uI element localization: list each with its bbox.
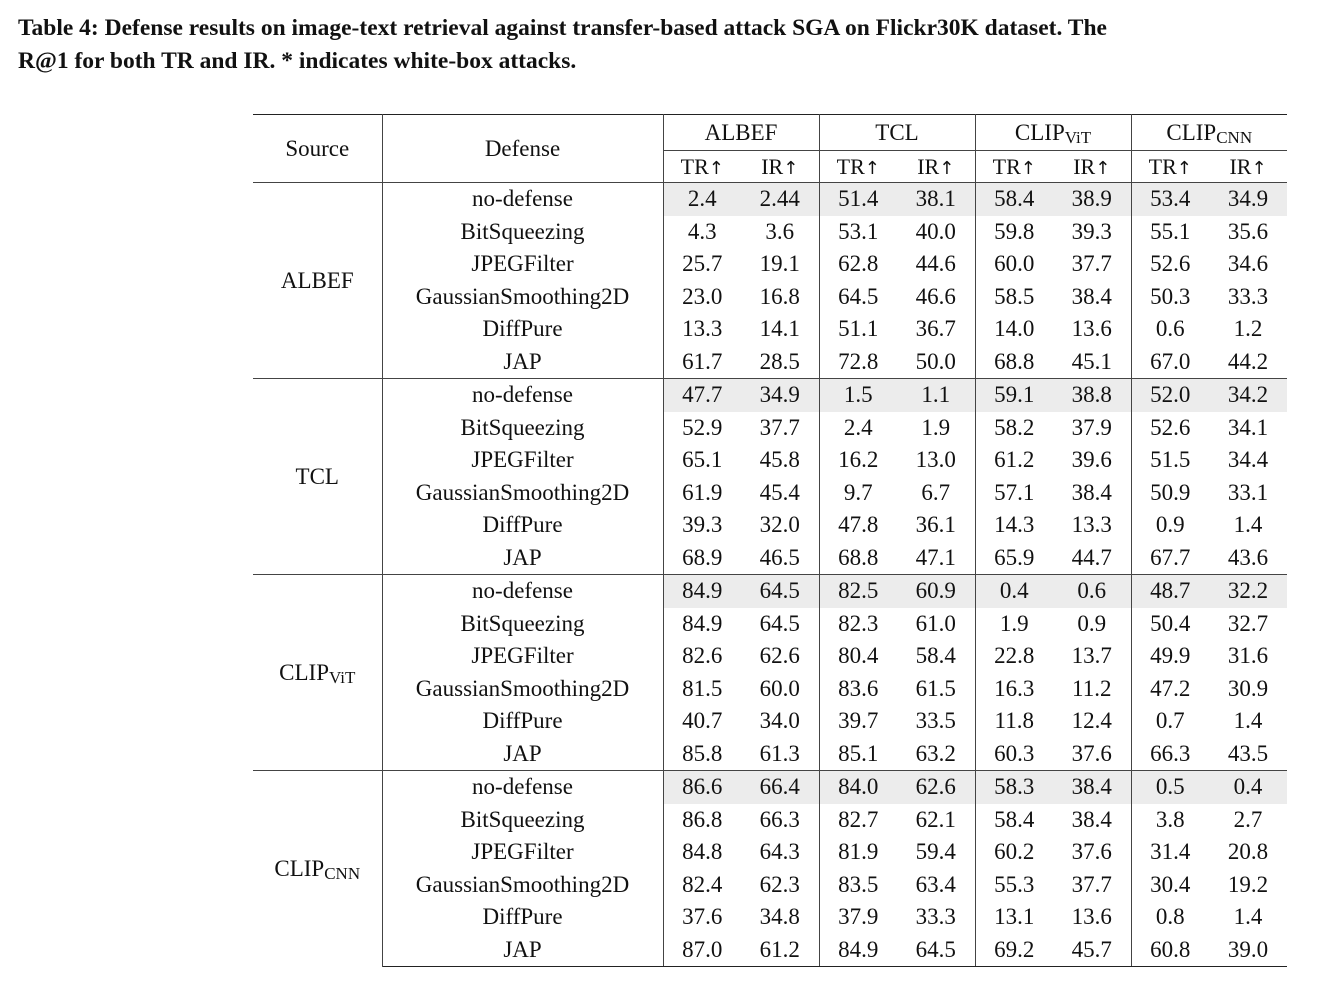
value-cell: 64.3	[741, 836, 819, 869]
value-cell: 35.6	[1227, 218, 1269, 244]
value-cell: 62.6	[741, 640, 819, 673]
up-arrow-icon: ↑	[1176, 157, 1192, 179]
value-cell: 64.5	[838, 283, 879, 309]
defense-name: no-defense	[382, 183, 663, 216]
value-cell: 84.9	[663, 575, 741, 608]
value-cell: 84.9	[682, 610, 723, 636]
source-block	[253, 379, 1287, 575]
value-cell: 82.7	[838, 806, 879, 832]
value-cell: 81.9	[838, 839, 879, 865]
value-cell: 60.0	[994, 251, 1035, 277]
value-cell: 60.0	[741, 673, 819, 706]
value-cell: 39.3	[682, 512, 723, 538]
value-cell: 0.4	[975, 575, 1053, 608]
value-cell: 19.2	[1227, 871, 1269, 897]
value-cell: 34.9	[1209, 183, 1287, 216]
value-cell: 86.6	[663, 771, 741, 804]
value-cell: 2.7	[1233, 806, 1263, 832]
header-source: Source	[253, 115, 382, 183]
header-group-tcl: TCL	[819, 115, 975, 151]
source-cell: ALBEF	[253, 183, 382, 379]
value-cell: 47.7	[663, 379, 741, 412]
value-cell: 1.4	[1233, 708, 1263, 734]
value-cell: 47.8	[838, 512, 879, 538]
value-cell: 39.3	[1053, 216, 1131, 249]
defense-name: no-defense	[382, 379, 663, 412]
value-cell: 51.4	[819, 183, 897, 216]
value-cell: 37.7	[1053, 248, 1131, 281]
value-cell: 37.7	[741, 412, 819, 445]
value-cell: 62.1	[897, 804, 975, 837]
value-cell: 32.0	[741, 509, 819, 542]
value-cell: 72.8	[838, 348, 879, 374]
value-cell: 14.0	[994, 316, 1035, 342]
defense-name: GaussianSmoothing2D	[382, 281, 663, 314]
value-cell: 84.0	[819, 771, 897, 804]
table-row	[253, 608, 1287, 641]
value-cell: 68.8	[994, 348, 1035, 374]
value-cell: 11.2	[1053, 673, 1131, 706]
value-cell: 38.1	[897, 183, 975, 216]
header-group-albef: ALBEF	[663, 115, 819, 151]
value-cell: 13.3	[682, 316, 723, 342]
table-row	[253, 771, 1287, 804]
value-cell: 0.6	[1155, 316, 1185, 342]
value-cell: 37.9	[1053, 412, 1131, 445]
value-cell: 0.9	[1155, 512, 1185, 538]
up-arrow-icon: ↑	[939, 157, 955, 179]
value-cell: 48.7	[1131, 575, 1209, 608]
value-cell: 59.4	[897, 836, 975, 869]
value-cell: 37.6	[1053, 738, 1131, 771]
value-cell: 38.4	[1053, 771, 1131, 804]
value-cell: 37.6	[682, 904, 723, 930]
value-cell: 32.2	[1209, 575, 1287, 608]
value-cell: 13.6	[1053, 901, 1131, 934]
table-row	[253, 673, 1287, 706]
value-cell: 60.9	[897, 575, 975, 608]
defense-name: GaussianSmoothing2D	[382, 673, 663, 706]
value-cell: 60.2	[994, 839, 1035, 865]
defense-name: no-defense	[382, 575, 663, 608]
table-caption	[18, 12, 1319, 78]
value-cell: 45.4	[741, 477, 819, 510]
value-cell: 58.5	[994, 283, 1035, 309]
defense-name: JAP	[382, 738, 663, 771]
value-cell: 0.7	[1155, 708, 1185, 734]
value-cell: 61.9	[682, 479, 723, 505]
value-cell: 82.5	[819, 575, 897, 608]
value-cell: 53.4	[1131, 183, 1209, 216]
value-cell: 52.0	[1131, 379, 1209, 412]
value-cell: 1.9	[897, 412, 975, 445]
value-cell: 0.5	[1131, 771, 1209, 804]
value-cell: 2.4	[663, 183, 741, 216]
value-cell: 20.8	[1227, 839, 1269, 865]
defense-name: JAP	[382, 934, 663, 967]
value-cell: 16.8	[741, 281, 819, 314]
value-cell: 62.8	[838, 251, 879, 277]
value-cell: 36.1	[897, 509, 975, 542]
value-cell: 87.0	[663, 934, 741, 967]
value-cell: 47.2	[1150, 675, 1191, 701]
value-cell: 0.4	[1209, 771, 1287, 804]
up-arrow-icon: ↑	[1020, 157, 1036, 179]
value-cell: 65.9	[994, 544, 1035, 570]
value-cell: 84.9	[819, 934, 897, 967]
defense-name: JPEGFilter	[382, 248, 663, 281]
up-arrow-icon: ↑	[864, 157, 880, 179]
source-cell: $CLIP_{ViT}$	[253, 575, 382, 771]
value-cell: 59.1	[975, 379, 1053, 412]
value-cell: 3.8	[1155, 806, 1185, 832]
value-cell: 3.6	[741, 216, 819, 249]
value-cell: 34.8	[741, 901, 819, 934]
value-cell: 4.3	[687, 218, 717, 244]
value-cell: 46.5	[741, 542, 819, 575]
value-cell: 32.7	[1227, 610, 1269, 636]
value-cell: 28.5	[741, 346, 819, 379]
header-group-clip-cnn: $CLIP_{CNN}$	[1131, 115, 1287, 151]
source-block	[253, 183, 1287, 379]
table-row	[253, 640, 1287, 673]
value-cell: 16.2	[838, 447, 879, 473]
value-cell: 62.6	[897, 771, 975, 804]
defense-name: BitSqueezing	[382, 412, 663, 445]
value-cell: 85.1	[838, 740, 879, 766]
value-cell: 62.3	[741, 869, 819, 902]
value-cell: 83.6	[838, 675, 879, 701]
table-row	[253, 901, 1287, 934]
value-cell: 40.0	[897, 216, 975, 249]
value-cell: 13.0	[897, 444, 975, 477]
header-group-clip-vit: $CLIP_{ViT}$	[975, 115, 1131, 151]
table-row	[253, 412, 1287, 445]
value-cell: 81.5	[682, 675, 723, 701]
value-cell: 52.6	[1150, 414, 1191, 440]
value-cell: 22.8	[994, 643, 1035, 669]
value-cell: 86.8	[682, 806, 723, 832]
value-cell: 37.9	[838, 904, 879, 930]
defense-name: no-defense	[382, 771, 663, 804]
value-cell: 61.3	[741, 738, 819, 771]
value-cell: 39.0	[1209, 934, 1287, 967]
value-cell: 45.7	[1053, 934, 1131, 967]
value-cell: 46.6	[897, 281, 975, 314]
value-cell: 40.7	[682, 708, 723, 734]
table-row	[253, 934, 1287, 967]
value-cell: 58.4	[897, 640, 975, 673]
value-cell: 30.9	[1227, 675, 1269, 701]
value-cell: 61.2	[994, 447, 1035, 473]
up-arrow-icon: ↑	[708, 157, 724, 179]
value-cell: 36.7	[897, 313, 975, 346]
value-cell: 65.1	[682, 447, 723, 473]
value-cell: 61.5	[897, 673, 975, 706]
value-cell: 1.4	[1233, 512, 1263, 538]
value-cell: 51.5	[1150, 447, 1191, 473]
table-row	[253, 281, 1287, 314]
value-cell: 43.6	[1227, 544, 1269, 570]
value-cell: 31.6	[1227, 643, 1269, 669]
value-cell: 33.3	[1227, 283, 1269, 309]
value-cell: 11.8	[994, 708, 1034, 734]
value-cell: 37.7	[1053, 869, 1131, 902]
value-cell: 1.9	[999, 610, 1029, 636]
value-cell: 31.4	[1150, 839, 1191, 865]
value-cell: 68.8	[838, 544, 879, 570]
value-cell: 61.2	[741, 934, 819, 967]
value-cell: 23.0	[682, 283, 723, 309]
value-cell: 9.7	[843, 479, 873, 505]
header-metric-tr: TR↑	[975, 151, 1053, 183]
value-cell: 60.8	[1131, 934, 1209, 967]
value-cell: 55.1	[1150, 218, 1191, 244]
value-cell: 13.7	[1053, 640, 1131, 673]
value-cell: 63.4	[897, 869, 975, 902]
value-cell: 38.4	[1053, 281, 1131, 314]
value-cell: 38.4	[1053, 804, 1131, 837]
caption-line-1: Table 4: Defense results on image-text retrieval against transfer-based attack SGA on Flickr30K dataset. The	[18, 15, 1107, 41]
defense-name: JPEGFilter	[382, 444, 663, 477]
defense-name: DiffPure	[382, 705, 663, 738]
value-cell: 58.3	[975, 771, 1053, 804]
header-metric-ir: IR↑	[1209, 151, 1287, 183]
value-cell: 13.3	[1053, 509, 1131, 542]
table-row	[253, 509, 1287, 542]
value-cell: 52.6	[1150, 251, 1191, 277]
value-cell: 69.2	[975, 934, 1053, 967]
defense-name: JPEGFilter	[382, 640, 663, 673]
value-cell: 82.6	[682, 643, 723, 669]
value-cell: 50.4	[1150, 610, 1191, 636]
value-cell: 2.4	[843, 414, 873, 440]
value-cell: 59.8	[994, 218, 1035, 244]
value-cell: 53.1	[838, 218, 879, 244]
value-cell: 13.1	[994, 904, 1035, 930]
value-cell: 1.4	[1233, 904, 1263, 930]
value-cell: 0.8	[1155, 904, 1185, 930]
defense-name: DiffPure	[382, 313, 663, 346]
value-cell: 82.3	[838, 610, 879, 636]
value-cell: 38.8	[1053, 379, 1131, 412]
table-row	[253, 836, 1287, 869]
value-cell: 47.1	[897, 542, 975, 575]
value-cell: 66.3	[1150, 740, 1191, 766]
value-cell: 34.0	[741, 705, 819, 738]
up-arrow-icon: ↑	[783, 157, 799, 179]
up-arrow-icon: ↑	[1095, 157, 1111, 179]
value-cell: 34.2	[1209, 379, 1287, 412]
value-cell: 1.5	[819, 379, 897, 412]
value-cell: 14.1	[741, 313, 819, 346]
value-cell: 6.7	[897, 477, 975, 510]
value-cell: 19.1	[741, 248, 819, 281]
value-cell: 37.6	[1053, 836, 1131, 869]
table-row	[253, 216, 1287, 249]
value-cell: 64.5	[741, 608, 819, 641]
value-cell: 50.9	[1150, 479, 1191, 505]
defense-name: JAP	[382, 542, 663, 575]
table-row	[253, 542, 1287, 575]
value-cell: 33.1	[1227, 479, 1269, 505]
value-cell: 58.2	[994, 414, 1035, 440]
value-cell: 16.3	[994, 675, 1035, 701]
value-cell: 34.6	[1227, 251, 1269, 277]
results-table	[253, 114, 1287, 967]
value-cell: 38.4	[1053, 477, 1131, 510]
value-cell: 34.4	[1227, 447, 1269, 473]
value-cell: 68.9	[682, 544, 723, 570]
value-cell: 55.3	[994, 871, 1035, 897]
defense-name: BitSqueezing	[382, 216, 663, 249]
value-cell: 80.4	[838, 643, 879, 669]
table-row	[253, 444, 1287, 477]
source-block	[253, 771, 1287, 967]
table-row	[253, 477, 1287, 510]
defense-name: GaussianSmoothing2D	[382, 869, 663, 902]
value-cell: 50.0	[897, 346, 975, 379]
value-cell: 12.4	[1053, 705, 1131, 738]
value-cell: 83.5	[838, 871, 879, 897]
header-metric-tr: TR↑	[663, 151, 741, 183]
value-cell: 49.9	[1150, 643, 1191, 669]
value-cell: 63.2	[897, 738, 975, 771]
value-cell: 30.4	[1150, 871, 1191, 897]
value-cell: 66.3	[741, 804, 819, 837]
defense-name: JAP	[382, 346, 663, 379]
header-metric-tr: TR↑	[819, 151, 897, 183]
defense-name: DiffPure	[382, 901, 663, 934]
value-cell: 14.3	[994, 512, 1035, 538]
table-row	[253, 346, 1287, 379]
value-cell: 60.3	[994, 740, 1035, 766]
value-cell: 44.2	[1227, 348, 1269, 374]
value-cell: 61.0	[897, 608, 975, 641]
value-cell: 39.6	[1053, 444, 1131, 477]
defense-name: BitSqueezing	[382, 804, 663, 837]
value-cell: 45.8	[741, 444, 819, 477]
caption-line-2: R@1 for both TR and IR. * indicates white-box attacks.	[18, 48, 577, 74]
value-cell: 67.7	[1150, 544, 1191, 570]
defense-name: BitSqueezing	[382, 608, 663, 641]
table-row	[253, 804, 1287, 837]
value-cell: 85.8	[682, 740, 723, 766]
value-cell: 1.2	[1233, 316, 1263, 342]
header-metric-tr: TR↑	[1131, 151, 1209, 183]
source-block	[253, 575, 1287, 771]
value-cell: 44.7	[1053, 542, 1131, 575]
defense-name: JPEGFilter	[382, 836, 663, 869]
value-cell: 1.1	[897, 379, 975, 412]
table-row	[253, 248, 1287, 281]
value-cell: 58.4	[975, 183, 1053, 216]
value-cell: 67.0	[1150, 348, 1191, 374]
value-cell: 52.9	[682, 414, 723, 440]
header-defense: Defense	[382, 115, 663, 183]
value-cell: 0.6	[1053, 575, 1131, 608]
defense-name: DiffPure	[382, 509, 663, 542]
value-cell: 51.1	[838, 316, 879, 342]
value-cell: 34.1	[1227, 414, 1269, 440]
value-cell: 2.44	[741, 183, 819, 216]
value-cell: 0.9	[1053, 608, 1131, 641]
value-cell: 64.5	[897, 934, 975, 967]
table-row	[253, 575, 1287, 608]
value-cell: 64.5	[741, 575, 819, 608]
value-cell: 58.4	[994, 806, 1035, 832]
header-metric-ir: IR↑	[1053, 151, 1131, 183]
table-row	[253, 869, 1287, 902]
value-cell: 84.8	[682, 839, 723, 865]
header-metric-ir: IR↑	[741, 151, 819, 183]
value-cell: 33.3	[897, 901, 975, 934]
value-cell: 50.3	[1150, 283, 1191, 309]
value-cell: 66.4	[741, 771, 819, 804]
value-cell: 25.7	[682, 251, 723, 277]
value-cell: 45.1	[1053, 346, 1131, 379]
table-row	[253, 183, 1287, 216]
value-cell: 44.6	[897, 248, 975, 281]
table-row	[253, 705, 1287, 738]
value-cell: 43.5	[1227, 740, 1269, 766]
value-cell: 61.7	[682, 348, 723, 374]
value-cell: 82.4	[682, 871, 723, 897]
header-metric-ir: IR↑	[897, 151, 975, 183]
source-cell: TCL	[253, 379, 382, 575]
up-arrow-icon: ↑	[1251, 157, 1267, 179]
table-row	[253, 379, 1287, 412]
value-cell: 33.5	[897, 705, 975, 738]
value-cell: 34.9	[741, 379, 819, 412]
source-cell: $CLIP_{CNN}$	[253, 771, 382, 967]
value-cell: 57.1	[994, 479, 1035, 505]
table-row	[253, 313, 1287, 346]
value-cell: 38.9	[1053, 183, 1131, 216]
value-cell: 13.6	[1053, 313, 1131, 346]
value-cell: 39.7	[838, 708, 879, 734]
defense-name: GaussianSmoothing2D	[382, 477, 663, 510]
table-row	[253, 738, 1287, 771]
